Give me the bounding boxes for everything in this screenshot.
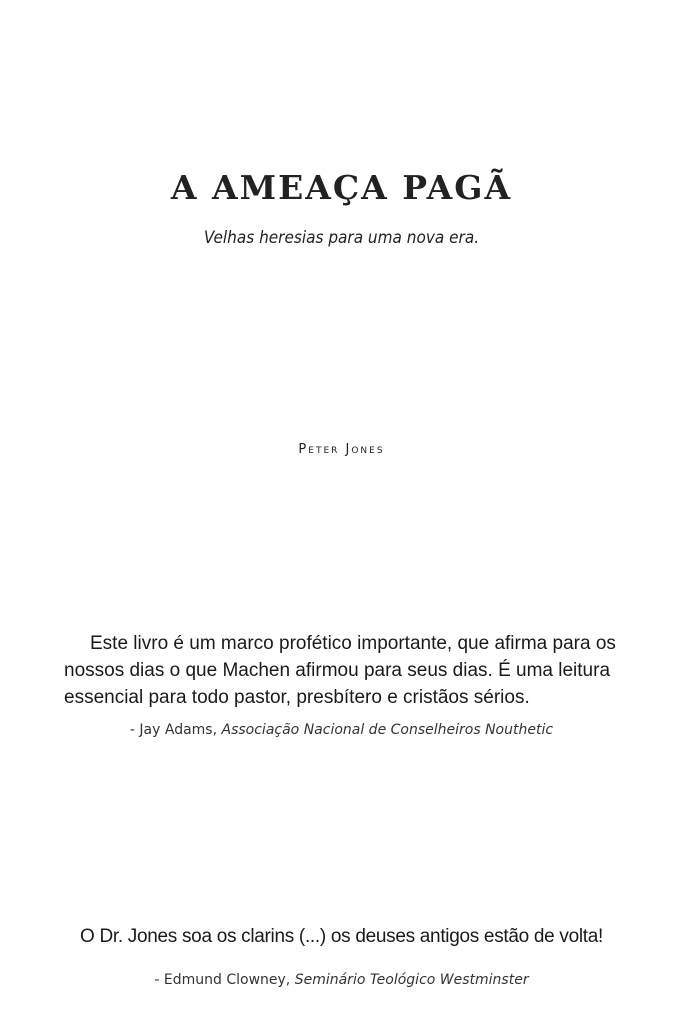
- attribution-name: - Edmund Clowney,: [154, 972, 291, 988]
- author-name: Peter Jones: [298, 442, 385, 457]
- attribution-name: - Jay Adams,: [129, 722, 218, 738]
- attribution-source: Associação Nacional de Conselheiros Nouthetic: [221, 722, 554, 738]
- book-title: A AMEAÇA PAGÃ: [170, 168, 513, 207]
- endorsement-attribution-1: [0, 722, 683, 738]
- book-subtitle: Velhas heresias para uma nova era.: [203, 228, 480, 248]
- endorsement-quote-2: O Dr. Jones soa os clarins (...) os deuses antigos estão de volta!: [79, 926, 604, 947]
- endorsement-attribution-2: [0, 972, 683, 988]
- endorsement-quote-1: Este livro é um marco profético importante, que afirma para os nossos dias o que Machen afirmou para seus dias. É uma leitura essencial para todo pastor, presbítero e cristãos sérios.: [64, 633, 616, 708]
- attribution-source: Seminário Teológico Westminster: [294, 972, 529, 988]
